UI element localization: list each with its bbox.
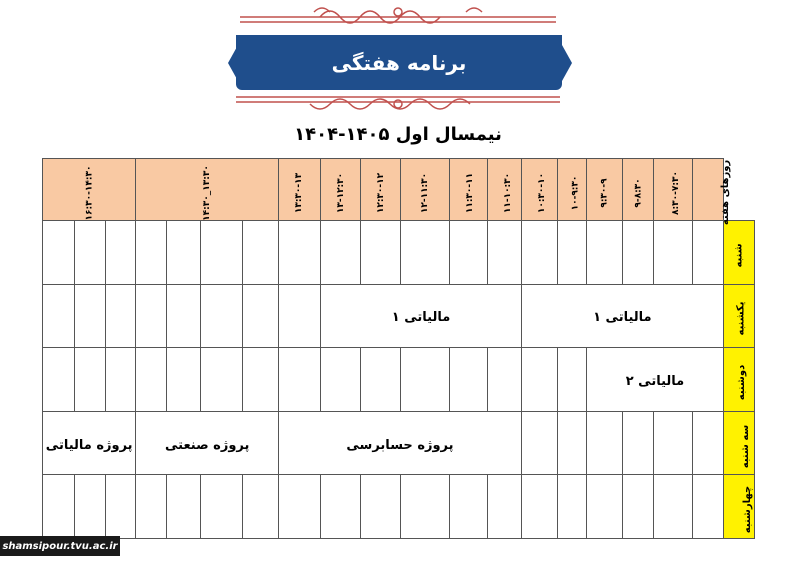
- course-cell: [278, 411, 521, 475]
- timeslot-header-1: ۸:۳۰-۷:۳۰: [654, 159, 692, 221]
- header-row: [43, 159, 755, 221]
- course-cell: [587, 348, 724, 412]
- course-label: پروژه حسابرسی: [346, 437, 454, 453]
- day-label-sunday: یکشنبه: [723, 284, 754, 348]
- course-label: مالیاتی ۲: [625, 373, 685, 389]
- timeslot-header-13: ۱۶:۳۰-۱۴:۳۰: [43, 159, 136, 221]
- course-cell: [136, 411, 279, 475]
- timeslot-header-2: ۹-۸:۳۰: [623, 159, 654, 221]
- course-cell: [321, 284, 522, 348]
- table-row: [43, 411, 755, 475]
- day-label-wednesday: چهارشنبه: [723, 475, 754, 539]
- timeslot-header-3: ۹:۳۰-۹: [587, 159, 623, 221]
- day-label-saturday: شنبه: [723, 221, 754, 285]
- course-cell: [43, 411, 136, 475]
- table-row: [43, 221, 755, 285]
- timeslot-header-5: ۱۰:۳۰-۱۰: [521, 159, 557, 221]
- table-row: [43, 348, 755, 412]
- course-label: مالیاتی ۱: [593, 310, 652, 326]
- page-title-banner: [236, 35, 562, 90]
- timeslot-header-4: ۱۰-۹:۳۰: [558, 159, 587, 221]
- table-row: [43, 284, 755, 348]
- banner-right-wing: [562, 45, 572, 81]
- timeslot-header-10: ۱۳-۱۲:۳۰: [321, 159, 361, 221]
- course-label: مالیاتی ۱: [391, 310, 451, 326]
- course-label: پروژه مالیاتی: [45, 437, 133, 453]
- page-title: برنامه هفتگی: [331, 50, 467, 75]
- website-footer-badge: [0, 536, 120, 556]
- weekly-schedule-table: [42, 158, 755, 539]
- semester-heading: نیمسال اول ۱۴۰۵-۱۴۰۴: [294, 124, 502, 145]
- website-url: shamsipour.tvu.ac.ir: [2, 540, 118, 552]
- timeslot-header-11: ۱۳:۳۰-۱۳: [278, 159, 320, 221]
- timeslot-header-9: ۱۲:۳۰-۱۲: [361, 159, 401, 221]
- timeslot-header-8: ۱۲-۱۱:۳۰: [401, 159, 449, 221]
- day-label-monday: دوشنبه: [723, 348, 754, 412]
- timeslot-header-6: ۱۱-۱۰:۳۰: [487, 159, 521, 221]
- days-corner-header: روزهای هفته: [692, 159, 723, 221]
- timeslot-header-7: ۱۱:۳۰-۱۱: [449, 159, 487, 221]
- course-label: پروژه صنعتی: [164, 437, 250, 453]
- course-cell: [521, 284, 723, 348]
- day-label-tuesday: سه شنبه: [723, 411, 754, 475]
- table-row: [43, 475, 755, 539]
- timeslot-header-12: ۱۴:۳۰_۱۳:۳۰: [136, 159, 279, 221]
